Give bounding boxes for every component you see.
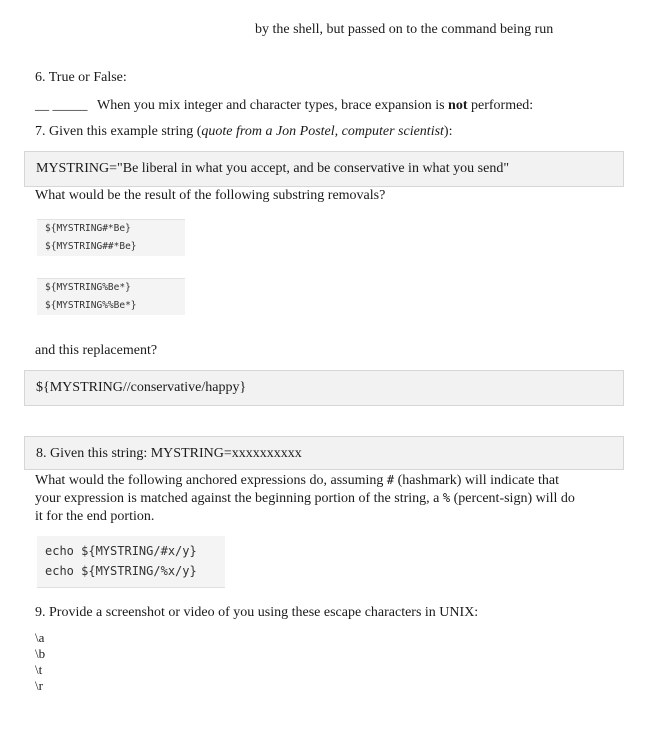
q8-text-line2-after: (percent-sign) will do	[450, 491, 575, 506]
q8-command-2: echo ${MYSTRING/%x/y}	[45, 564, 197, 578]
q7-removal-4: ${MYSTRING%%Be*}	[45, 300, 137, 311]
q7-heading-before: 7. Given this example string (	[35, 124, 202, 139]
q8-text-line2	[35, 491, 575, 507]
q7-heading-italic: quote from a Jon Postel, computer scientist	[201, 124, 444, 139]
q8-percent-symbol: %	[442, 491, 451, 505]
q7-removal-1: ${MYSTRING#*Be}	[45, 223, 131, 234]
q6-blank: __ _____	[35, 98, 88, 113]
q6-statement-after: performed:	[467, 98, 534, 113]
q7-removal-2: ${MYSTRING##*Be}	[45, 241, 137, 252]
q7-question: What would be the result of the following substring removals?	[35, 188, 386, 203]
q8-commands-box	[37, 536, 225, 588]
q7-removals-group1	[37, 219, 185, 256]
q7-removals-group2	[37, 278, 185, 315]
q7-heading-after: ):	[443, 124, 453, 139]
q8-hash-symbol: #	[386, 473, 395, 487]
q7-example-string: MYSTRING="Be liberal in what you accept, and be conservative in what you send"	[36, 161, 510, 176]
q8-text-line1-before: What would the following anchored expressions do, assuming	[35, 473, 387, 488]
q8-text-line1	[35, 473, 559, 489]
escape-char-backspace: \b	[35, 646, 46, 661]
q8-text-line3: it for the end portion.	[35, 509, 155, 524]
q8-text-line1-after: (hashmark) will indicate that	[394, 473, 559, 488]
q7-replacement: ${MYSTRING//conservative/happy}	[36, 380, 247, 395]
intro-fragment: by the shell, but passed on to the command being run	[255, 22, 554, 37]
q9-heading: 9. Provide a screenshot or video of you using these escape characters in UNIX:	[35, 605, 479, 620]
q7-replacement-prompt: and this replacement?	[35, 343, 158, 358]
q6-statement-before: When you mix integer and character types, brace expansion is	[97, 98, 449, 113]
q6-statement-bold: not	[448, 98, 468, 113]
q8-heading: 8. Given this string: MYSTRING=xxxxxxxxxx	[36, 446, 302, 461]
q7-replacement-box	[24, 370, 624, 406]
q7-removal-3: ${MYSTRING%Be*}	[45, 282, 131, 293]
q9-escape-list	[35, 630, 45, 694]
escape-char-tab: \t	[35, 662, 43, 677]
escape-char-return: \r	[35, 678, 43, 693]
q6-heading: 6. True or False:	[35, 70, 127, 85]
q7-example-box	[24, 151, 624, 187]
q8-heading-box	[24, 436, 624, 470]
escape-char-bell: \a	[35, 630, 45, 645]
q7-heading	[35, 124, 452, 140]
q6-statement	[35, 98, 533, 114]
q8-text-line2-before: your expression is matched against the beginning portion of the string, a	[35, 491, 443, 506]
q8-command-1: echo ${MYSTRING/#x/y}	[45, 544, 197, 558]
